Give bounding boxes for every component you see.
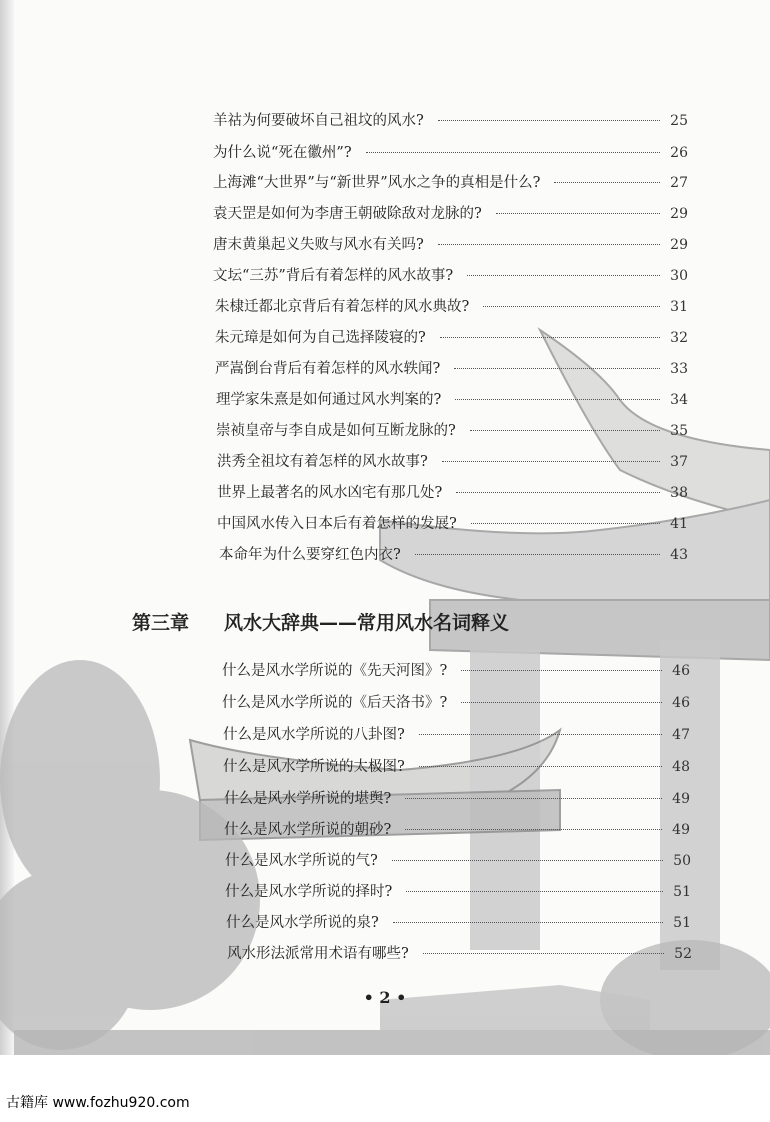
toc-entry-title: 严嵩倒台背后有着怎样的风水轶闻? bbox=[215, 361, 441, 377]
toc-entry-page: 43 bbox=[670, 547, 688, 563]
toc-entry bbox=[217, 514, 688, 534]
toc-entry-page: 46 bbox=[672, 663, 690, 679]
dot-leader bbox=[470, 430, 660, 431]
toc-entry-title: 文坛“三苏”背后有着怎样的风水故事? bbox=[213, 268, 454, 284]
toc-entry-title: 风水形法派常用术语有哪些? bbox=[227, 946, 409, 962]
toc-entry-page: 52 bbox=[674, 946, 692, 962]
dot-leader bbox=[423, 953, 664, 954]
toc-entry-page: 48 bbox=[672, 759, 690, 775]
toc-entry bbox=[213, 111, 688, 131]
toc-entry-title: 本命年为什么要穿红色内衣? bbox=[219, 547, 401, 563]
toc-entry-title: 上海滩“大世界”与“新世界”风水之争的真相是什么? bbox=[213, 175, 541, 191]
toc-entry bbox=[223, 725, 690, 745]
toc-entry bbox=[219, 545, 688, 565]
toc-entry-page: 41 bbox=[670, 516, 688, 532]
toc-entry-title: 什么是风水学所说的《先天河图》? bbox=[222, 663, 448, 679]
dot-leader bbox=[393, 922, 663, 923]
dot-leader bbox=[438, 120, 660, 121]
toc-entry bbox=[215, 328, 688, 348]
dot-leader bbox=[483, 306, 660, 307]
toc-entry bbox=[224, 789, 690, 809]
dot-leader bbox=[406, 891, 663, 892]
dot-leader bbox=[471, 523, 660, 524]
footer-suffix: .com bbox=[155, 1095, 190, 1111]
toc-entry bbox=[213, 235, 688, 255]
dot-leader bbox=[454, 368, 660, 369]
toc-entry-title: 朱元璋是如何为自己选择陵寝的? bbox=[215, 330, 426, 346]
dot-leader bbox=[438, 244, 660, 245]
page-number: • 2 • bbox=[363, 988, 407, 1007]
toc-entry-page: 37 bbox=[670, 454, 688, 470]
dot-leader bbox=[442, 461, 660, 462]
toc-entry-title: 什么是风水学所说的堪舆? bbox=[224, 791, 392, 807]
toc-entry-title: 袁天罡是如何为李唐王朝破除敌对龙脉的? bbox=[213, 206, 482, 222]
toc-entry-title: 什么是风水学所说的八卦图? bbox=[223, 727, 405, 743]
toc-entry-page: 29 bbox=[670, 206, 688, 222]
toc-entry-page: 34 bbox=[670, 392, 688, 408]
toc-entry bbox=[224, 820, 690, 840]
footer-prefix: 古籍库 www. bbox=[6, 1095, 90, 1111]
toc-entry bbox=[213, 143, 688, 163]
dot-leader bbox=[392, 860, 663, 861]
chapter-heading bbox=[132, 608, 509, 635]
toc-entry-page: 31 bbox=[670, 299, 688, 315]
toc-entry-page: 50 bbox=[673, 853, 691, 869]
toc-entry-title: 什么是风水学所说的《后天洛书》? bbox=[222, 695, 448, 711]
toc-entry-title: 什么是风水学所说的气? bbox=[225, 853, 378, 869]
dot-leader bbox=[419, 734, 662, 735]
toc-entry bbox=[217, 483, 688, 503]
toc-entry-title: 为什么说“死在徽州”? bbox=[213, 145, 352, 161]
toc-entry bbox=[217, 452, 688, 472]
watermark-footer bbox=[6, 1092, 190, 1112]
toc-entry-title: 羊祜为何要破坏自己祖坟的风水? bbox=[213, 113, 424, 129]
toc-entry-title: 什么是风水学所说的太极图? bbox=[223, 759, 405, 775]
toc-entry-page: 38 bbox=[670, 485, 688, 501]
toc-entry-page: 51 bbox=[673, 884, 691, 900]
dot-leader bbox=[554, 182, 660, 183]
toc-entry-page: 30 bbox=[670, 268, 688, 284]
toc-entry-page: 27 bbox=[670, 175, 688, 191]
dot-leader bbox=[456, 492, 660, 493]
toc-entry-title: 中国风水传入日本后有着怎样的发展? bbox=[217, 516, 457, 532]
toc-entry-title: 什么是风水学所说的泉? bbox=[226, 915, 379, 931]
toc-entry-page: 46 bbox=[672, 695, 690, 711]
toc-entry-title: 什么是风水学所说的朝砂? bbox=[224, 822, 392, 838]
toc-entry-page: 26 bbox=[670, 145, 688, 161]
chapter-title: 风水大辞典——常用风水名词释义 bbox=[224, 612, 510, 634]
toc-entry-page: 32 bbox=[670, 330, 688, 346]
dot-leader bbox=[496, 213, 660, 214]
dot-leader bbox=[467, 275, 660, 276]
toc-entry bbox=[225, 882, 691, 902]
dot-leader bbox=[461, 670, 662, 671]
toc-entry-page: 35 bbox=[670, 423, 688, 439]
toc-entry-title: 世界上最著名的风水凶宅有那几处? bbox=[217, 485, 443, 501]
dot-leader bbox=[415, 554, 660, 555]
toc-entry-page: 25 bbox=[670, 113, 688, 129]
toc-entry bbox=[225, 851, 691, 871]
toc-entry bbox=[227, 944, 692, 964]
toc-entry-title: 唐末黄巢起义失败与风水有关吗? bbox=[213, 237, 424, 253]
toc-entry-title: 崇祯皇帝与李自成是如何互断龙脉的? bbox=[216, 423, 456, 439]
toc-entry bbox=[222, 661, 690, 681]
toc-entry bbox=[213, 266, 688, 286]
toc-entry bbox=[216, 421, 688, 441]
toc-entry bbox=[215, 297, 688, 317]
toc-entry bbox=[223, 757, 690, 777]
toc-entry-page: 29 bbox=[670, 237, 688, 253]
toc-entry-title: 朱棣迁都北京背后有着怎样的风水典故? bbox=[215, 299, 470, 315]
toc-entry bbox=[222, 693, 690, 713]
toc-entry-page: 49 bbox=[672, 791, 690, 807]
toc-entry bbox=[215, 359, 688, 379]
dot-leader bbox=[461, 702, 662, 703]
toc-entry bbox=[213, 204, 688, 224]
dot-leader bbox=[455, 399, 660, 400]
toc-entry-title: 什么是风水学所说的择时? bbox=[225, 884, 393, 900]
toc-entry bbox=[216, 390, 688, 410]
toc-entry-page: 49 bbox=[672, 822, 690, 838]
toc-entry bbox=[226, 913, 691, 933]
toc-entry-title: 理学家朱熹是如何通过风水判案的? bbox=[216, 392, 442, 408]
footer-brand: fozhu920 bbox=[89, 1095, 156, 1111]
dot-leader bbox=[405, 829, 662, 830]
toc-entry bbox=[213, 173, 688, 193]
dot-leader bbox=[366, 152, 661, 153]
toc-entry-page: 47 bbox=[672, 727, 690, 743]
chapter-number: 第三章 bbox=[132, 612, 190, 634]
dot-leader bbox=[440, 337, 660, 338]
dot-leader bbox=[419, 766, 662, 767]
toc-entry-page: 51 bbox=[673, 915, 691, 931]
dot-leader bbox=[405, 798, 662, 799]
toc-entry-title: 洪秀全祖坟有着怎样的风水故事? bbox=[217, 454, 428, 470]
toc-entry-page: 33 bbox=[670, 361, 688, 377]
